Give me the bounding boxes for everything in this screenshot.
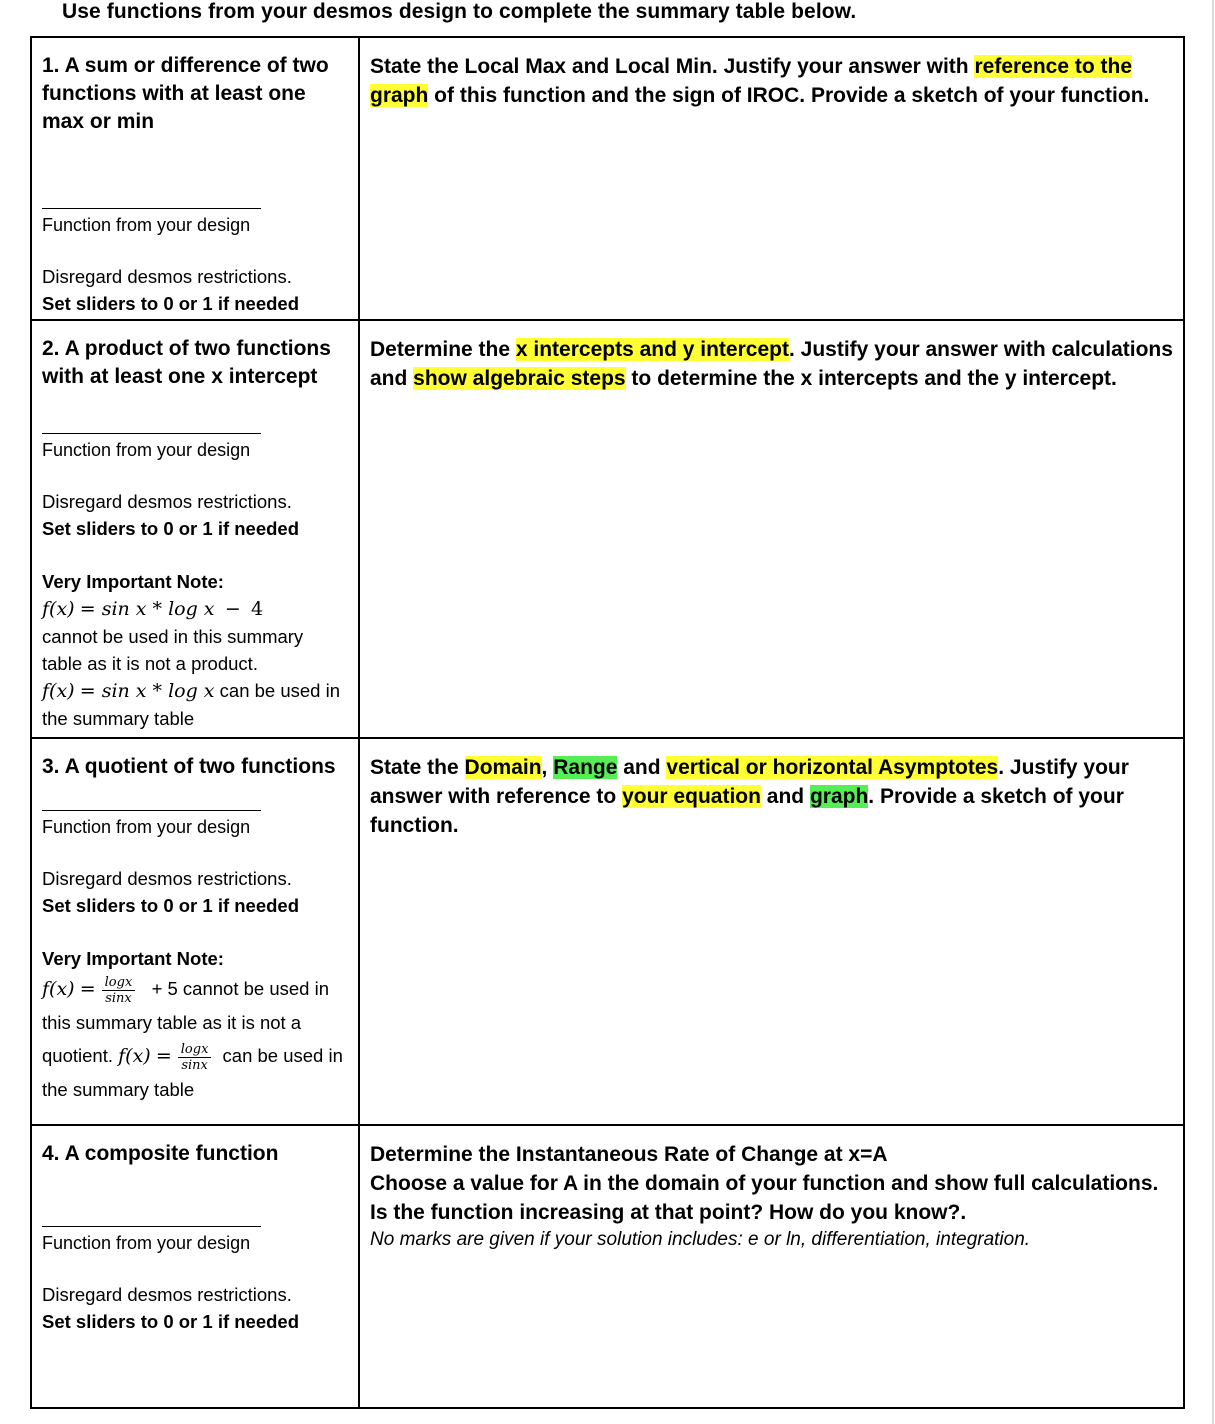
row4-blank-line[interactable] [42, 1226, 261, 1227]
summary-table [30, 36, 1185, 1409]
row4-right-cell[interactable] [359, 1125, 1184, 1408]
row2-highlight-algebraic-steps: show algebraic steps [413, 367, 626, 390]
row3-disregard: Disregard desmos restrictions. [42, 868, 292, 889]
table-row-1 [31, 37, 1184, 320]
row3-note-f2: f(x) [118, 1045, 151, 1067]
row3-highlight-domain: Domain [464, 756, 542, 779]
row2-note-minus: − [224, 598, 241, 620]
row3-prompt-text-4: and [760, 785, 810, 808]
row3-note-text-1: cannot be used in this summary table as it is not a quotient. [42, 978, 329, 1066]
row4-disregard: Disregard desmos restrictions. [42, 1284, 292, 1305]
row1-prompt-text-2: of this function and the sign of IROC. Provide a sketch of your function. [428, 84, 1150, 107]
row3-title: 3. A quotient of two functions [42, 755, 336, 778]
row3-note-fraction-2 [178, 1042, 212, 1073]
row3-note-f1: f(x) [42, 978, 75, 1000]
row3-note [42, 972, 348, 1106]
row3-left-cell [31, 738, 359, 1125]
row3-prompt-text-5: . Provide a sketch of your function. [370, 785, 1124, 837]
row1-disregard: Disregard desmos restrictions. [42, 266, 292, 287]
page-edge-line [1212, 0, 1214, 1424]
row3-note-eq1: = [79, 978, 96, 1000]
row1-prompt-text-1: State the Local Max and Local Min. Justify your answer with [370, 55, 975, 78]
row3-highlight-graph: graph [809, 785, 869, 808]
row3-note-den2: sinx [181, 1057, 208, 1073]
row2-prompt-text-3: to determine the x intercepts and the y intercept. [625, 367, 1117, 390]
row3-right-cell[interactable] [359, 738, 1184, 1125]
row3-highlight-asymptotes: vertical or horizontal Asymptotes [666, 756, 999, 779]
row2-note-four: 4 [251, 598, 264, 620]
row2-note [42, 595, 348, 732]
row4-prompt-line-1: Determine the Instantaneous Rate of Change at x=A [370, 1143, 888, 1166]
table-row-2 [31, 320, 1184, 738]
row4-prompt-line-3: No marks are given if your solution includes: e or ln, differentiation, integration. [370, 1229, 1031, 1250]
row1-highlight-graph: reference to the graph [370, 55, 1133, 107]
row2-note-expr2: sin x * log x [101, 680, 215, 702]
row4-set-sliders: Set sliders to 0 or 1 if needed [42, 1311, 300, 1332]
row2-prompt-text-2: . Justify your answer with calculations and [370, 338, 1173, 390]
row3-prompt-text-2: and [617, 756, 667, 779]
row1-blank-line[interactable] [42, 208, 261, 209]
row2-right-cell[interactable] [359, 320, 1184, 738]
table-row-3 [31, 738, 1184, 1125]
row3-set-sliders: Set sliders to 0 or 1 if needed [42, 895, 300, 916]
row2-note-f2: f(x) [42, 680, 75, 702]
row4-prompt-line-2: Choose a value for A in the domain of your function and show full calculations. Is the function increasing at that point? How do you know?. [370, 1172, 1159, 1224]
row1-set-sliders: Set sliders to 0 or 1 if needed [42, 293, 300, 314]
row2-function-label: Function from your design [42, 440, 251, 460]
row3-function-label: Function from your design [42, 817, 251, 837]
row2-left-cell [31, 320, 359, 738]
row2-prompt-text-1: Determine the [370, 338, 516, 361]
row2-note-title: Very Important Note: [42, 571, 224, 592]
row3-note-plus5: + 5 [151, 978, 178, 999]
row1-left-cell [31, 37, 359, 320]
table-row-4 [31, 1125, 1184, 1408]
row4-left-cell [31, 1125, 359, 1408]
row3-prompt [370, 753, 1173, 840]
row3-note-num2: logx [178, 1042, 212, 1058]
row3-note-fraction-1 [102, 975, 136, 1006]
row2-set-sliders: Set sliders to 0 or 1 if needed [42, 518, 300, 539]
row2-note-f1: f(x) [42, 598, 75, 620]
row1-function-label: Function from your design [42, 215, 251, 235]
row3-prompt-text-3: . Justify your answer with reference to [370, 756, 1129, 808]
row2-title: 2. A product of two functions with at least one x intercept [42, 337, 331, 388]
row2-note-eq2: = [79, 680, 102, 702]
row3-prompt-text-1: State the [370, 756, 465, 779]
row2-disregard: Disregard desmos restrictions. [42, 491, 292, 512]
row3-highlight-equation: your equation [622, 785, 761, 808]
row3-note-num1: logx [102, 975, 136, 991]
row2-note-eq1: = [79, 598, 102, 620]
row4-function-label: Function from your design [42, 1233, 251, 1253]
row2-note-text-2: can be used in the summary table [42, 680, 341, 729]
row3-note-title: Very Important Note: [42, 948, 224, 969]
row3-highlight-range: Range [553, 756, 618, 779]
row4-title: 4. A composite function [42, 1142, 279, 1165]
row3-note-eq2: = [155, 1045, 172, 1067]
row3-note-text-2: can be used in the summary table [42, 1045, 343, 1100]
row2-highlight-intercepts: x intercepts and y intercept [515, 338, 789, 361]
row2-prompt [370, 335, 1173, 393]
row2-blank-line[interactable] [42, 433, 261, 434]
page-heading: Use functions from your desmos design to complete the summary table below. [62, 0, 857, 23]
row1-right-cell[interactable] [359, 37, 1184, 320]
row3-note-den1: sinx [105, 990, 132, 1006]
row1-prompt [370, 52, 1173, 110]
row3-prompt-comma: , [541, 756, 554, 779]
row2-note-expr1: sin x * log x [101, 598, 215, 620]
row2-note-text-1: cannot be used in this summary table as it is not a product. [42, 626, 304, 674]
row1-title: 1. A sum or difference of two functions with at least one max or min [42, 54, 329, 133]
row3-blank-line[interactable] [42, 810, 261, 811]
